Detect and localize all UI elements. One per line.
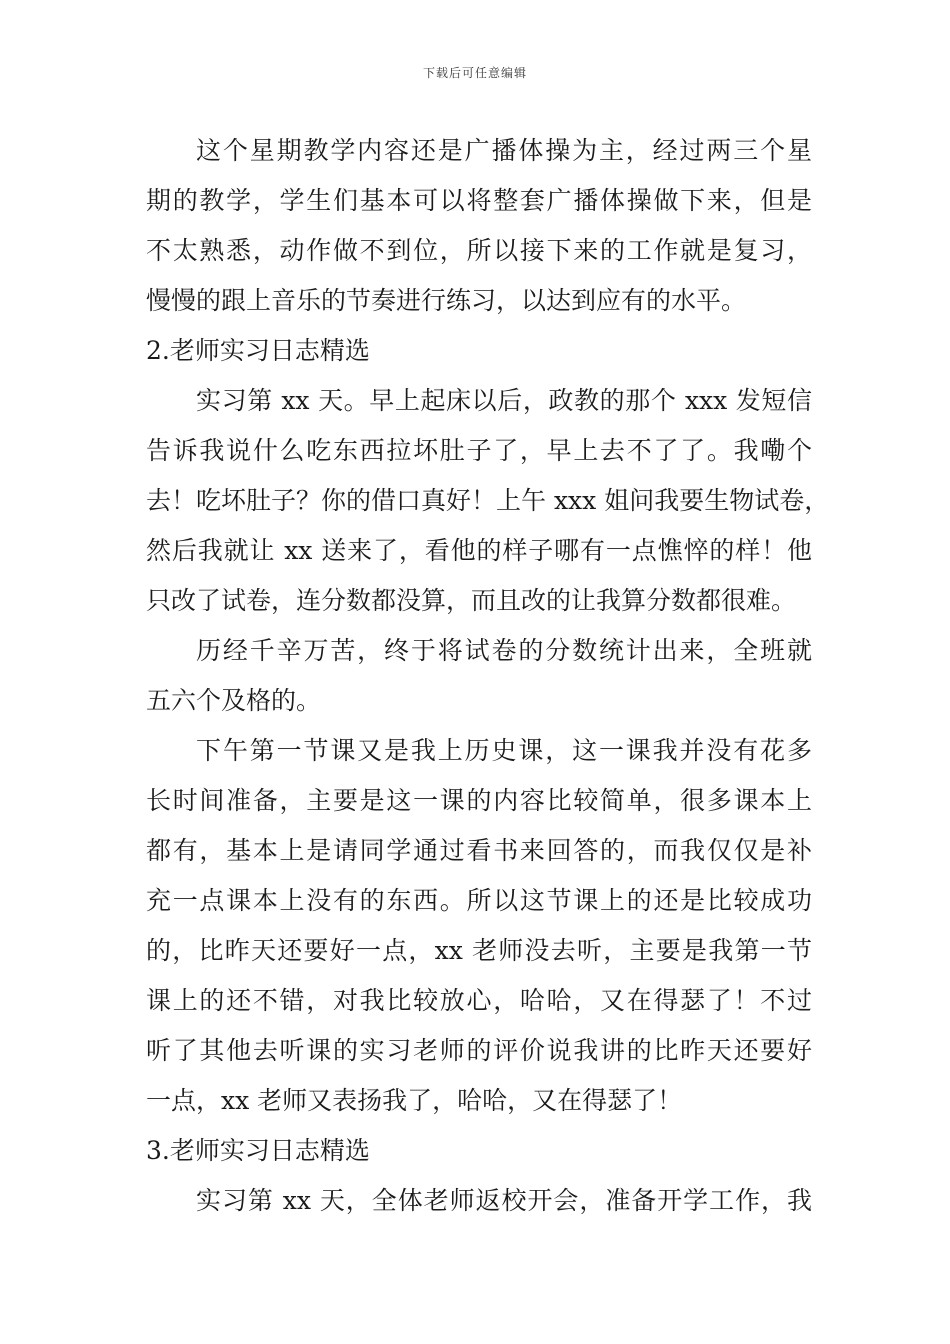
paragraph-line: 去！吃坏肚子？你的借口真好！上午 xxx 姐问我要生物试卷， xyxy=(146,486,830,515)
section-heading-2: 2.老师实习日志精选 xyxy=(146,336,370,365)
paragraph-line: 期的教学，学生们基本可以将整套广播体操做下来，但是 xyxy=(146,186,812,215)
paragraph-line: 听了其他去听课的实习老师的评价说我讲的比昨天还要好 xyxy=(146,1036,812,1065)
paragraph-line: 都有，基本上是请同学通过看书来回答的，而我仅仅是补 xyxy=(146,836,812,865)
paragraph-line: 充一点课本上没有的东西。所以这节课上的还是比较成功 xyxy=(146,886,812,915)
paragraph-line: 下午第一节课又是我上历史课，这一课我并没有花多 xyxy=(196,736,812,765)
paragraph-4 xyxy=(146,726,812,1126)
paragraph-line: 的，比昨天还要好一点，xx 老师没去听，主要是我第一节 xyxy=(146,936,812,965)
paragraph-line: 不太熟悉，动作做不到位，所以接下来的工作就是复习， xyxy=(146,236,812,265)
paragraph-line: 只改了试卷，连分数都没算，而且改的让我算分数都很难。 xyxy=(146,586,797,615)
paragraph-line: 五六个及格的。 xyxy=(146,686,322,715)
paragraph-2 xyxy=(146,376,830,626)
header-note: 下载后可任意编辑 xyxy=(422,66,527,80)
paragraph-line: 然后我就让 xx 送来了，看他的样子哪有一点憔悴的样！他 xyxy=(146,536,812,565)
paragraph-line: 慢慢的跟上音乐的节奏进行练习，以达到应有的水平。 xyxy=(146,286,747,315)
paragraph-3 xyxy=(146,626,812,726)
paragraph-1 xyxy=(146,126,812,326)
paragraph-line: 课上的还不错，对我比较放心，哈哈，又在得瑟了！不过 xyxy=(146,986,812,1015)
paragraph-line: 一点，xx 老师又表扬我了，哈哈，又在得瑟了！ xyxy=(146,1086,683,1115)
paragraph-line: 长时间准备，主要是这一课的内容比较简单，很多课本上 xyxy=(146,786,812,815)
paragraph-5 xyxy=(146,1176,812,1226)
paragraph-line: 告诉我说什么吃东西拉坏肚子了，早上去不了了。我嘞个 xyxy=(146,436,812,465)
paragraph-line: 历经千辛万苦，终于将试卷的分数统计出来，全班就 xyxy=(196,636,812,665)
paragraph-line: 实习第 xx 天，全体老师返校开会，准备开学工作，我 xyxy=(196,1186,812,1215)
document-body xyxy=(146,126,830,1226)
section-heading-3: 3.老师实习日志精选 xyxy=(146,1136,370,1165)
paragraph-line: 实习第 xx 天。早上起床以后，政教的那个 xxx 发短信 xyxy=(196,386,812,415)
paragraph-line: 这个星期教学内容还是广播体操为主，经过两三个星 xyxy=(196,136,812,165)
